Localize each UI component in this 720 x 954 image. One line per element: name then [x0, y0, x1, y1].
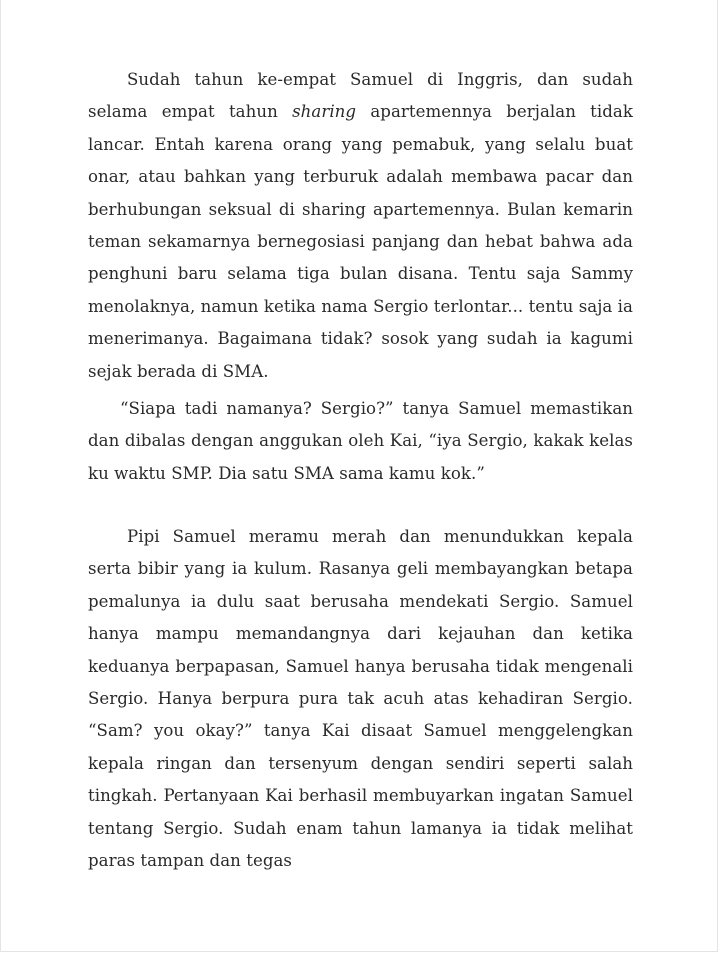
paragraph-3-text: Pipi Samuel meramu merah dan menundukkan kepala serta bibir yang ia kulum. Rasanya geli membayangkan betapa pemalunya ia dulu saat berusaha mendekati Sergio. Samuel hanya mampu memandangnya dari kejauhan dan ketika keduanya berpapasan, Samuel hanya berusaha tidak mengenali Sergio. Hanya berpura pura tak acuh atas kehadiran Sergio. “Sam? you okay?” tanya Kai disaat Samuel menggelengkan kepala ringan dan tersenyum dengan sendiri seperti salah tingkah. Pertanyaan Kai berhasil membuyarkan ingatan Samuel tentang Sergio. Sudah enam tahun lamanya ia tidak melihat paras tampan dan tegas: [88, 527, 633, 871]
paragraph-3: [88, 521, 633, 877]
paragraph-2: [88, 393, 633, 490]
paragraph-1-text: [88, 64, 633, 388]
paragraph-1: [88, 64, 633, 388]
paragraph-2-text: “Siapa tadi namanya? Sergio?” tanya Samuel memastikan dan dibalas dengan anggukan oleh Kai, “iya Sergio, kakak kelas ku waktu SMP. Dia satu SMA sama kamu kok.”: [88, 399, 633, 483]
paragraph-1-emphasis: sharing: [292, 102, 357, 122]
paragraph-1-before: Sudah tahun ke-empat Samuel di Inggris, dan sudah selama empat tahun: [88, 70, 633, 122]
paragraph-1-after: apartemennya berjalan tidak lancar. Entah karena orang yang pemabuk, yang selalu buat onar, atau bahkan yang terburuk adalah membawa pacar dan berhubungan seksual di sharing apartemennya. Bulan kemarin teman sekamarnya bernegosiasi panjang dan hebat bahwa ada penghuni baru selama tiga bulan disana. Tentu saja Sammy menolaknya, namun ketika nama Sergio terlontar... tentu saja ia menerimanya. Bagaimana tidak? sosok yang sudah ia kagumi sejak berada di SMA.: [88, 102, 633, 381]
